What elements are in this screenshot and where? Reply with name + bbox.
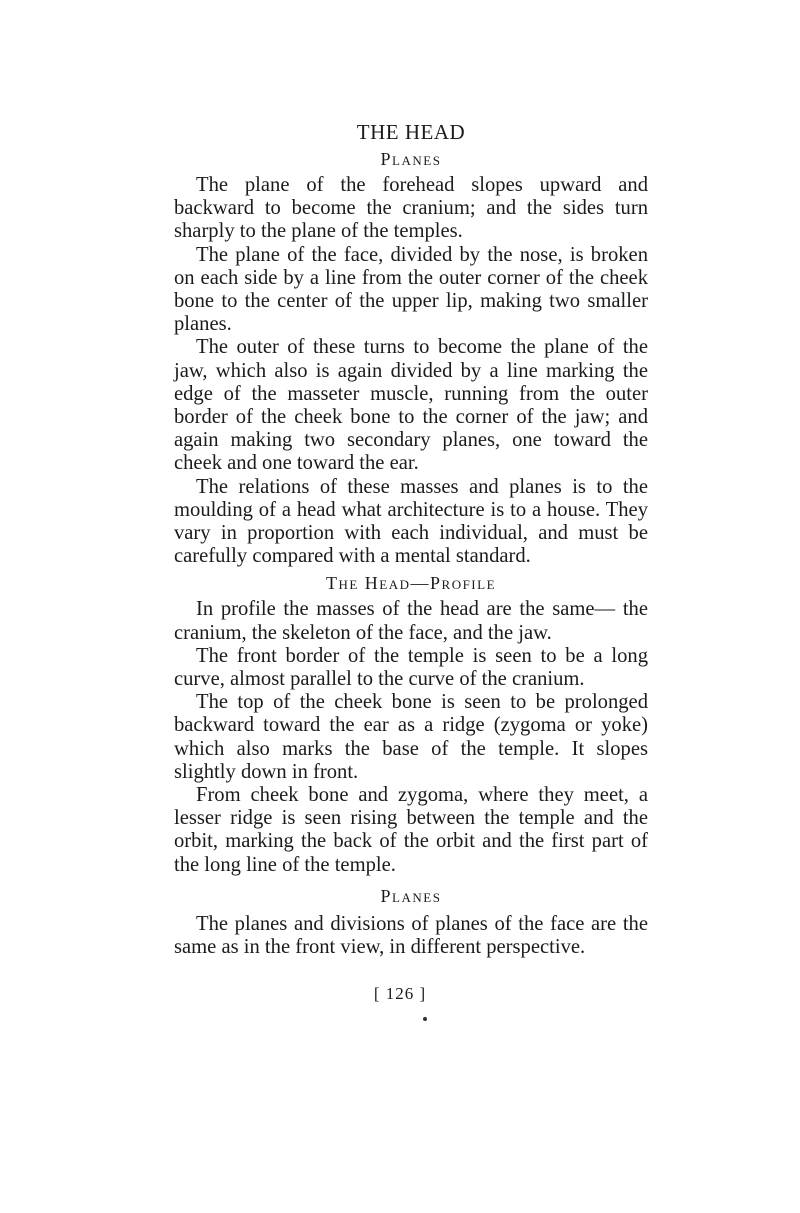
page-title: THE HEAD bbox=[356, 120, 466, 144]
section-heading-planes-profile: Planes bbox=[380, 885, 442, 906]
paragraph: In profile the masses of the head are the same— the cranium, the skeleton of the face, and the jaw. bbox=[174, 598, 648, 644]
paragraph: The top of the cheek bone is seen to be prolonged backward toward the ear as a ridge (zygoma or yoke) which also marks the base of the temple. It slopes slightly down in front. bbox=[174, 691, 648, 783]
paragraph: The plane of the face, divided by the nose, is broken on each side by a line from the outer corner of the cheek bone to the center of the upper lip, making two smaller planes. bbox=[174, 243, 648, 336]
paragraph: From cheek bone and zygoma, where they meet, a lesser ridge is seen rising between the temple and the orbit, marking the back of the orbit and the first part of the long line of the temple. bbox=[174, 784, 648, 876]
page-number: [ 126 ] bbox=[373, 984, 427, 1003]
paragraph: The outer of these turns to become the plane of the jaw, which also is again divided by a line marking the edge of the masseter muscle, running from the outer border of the cheek bone to the corner of the jaw; and again making two secondary planes, one toward the cheek and one toward the ear. bbox=[174, 336, 648, 475]
ink-speck bbox=[423, 1017, 427, 1021]
page-body bbox=[174, 118, 648, 959]
paragraph: The plane of the forehead slopes upward and backward to become the cranium; and the sides turn sharply to the plane of the temples. bbox=[174, 174, 648, 243]
paragraph: The planes and divisions of planes of the face are the same as in the front view, in different perspective. bbox=[174, 912, 648, 959]
paragraph: The relations of these masses and planes is to the moulding of a head what architecture is to a house. They vary in proportion with each individual, and must be carefully compared with a mental standard. bbox=[174, 475, 648, 568]
paragraph: The front border of the temple is seen to be a long curve, almost parallel to the curve of the cranium. bbox=[174, 644, 648, 691]
section-heading-planes: Planes bbox=[380, 149, 442, 169]
section-heading-profile: The Head—Profile bbox=[325, 573, 497, 594]
